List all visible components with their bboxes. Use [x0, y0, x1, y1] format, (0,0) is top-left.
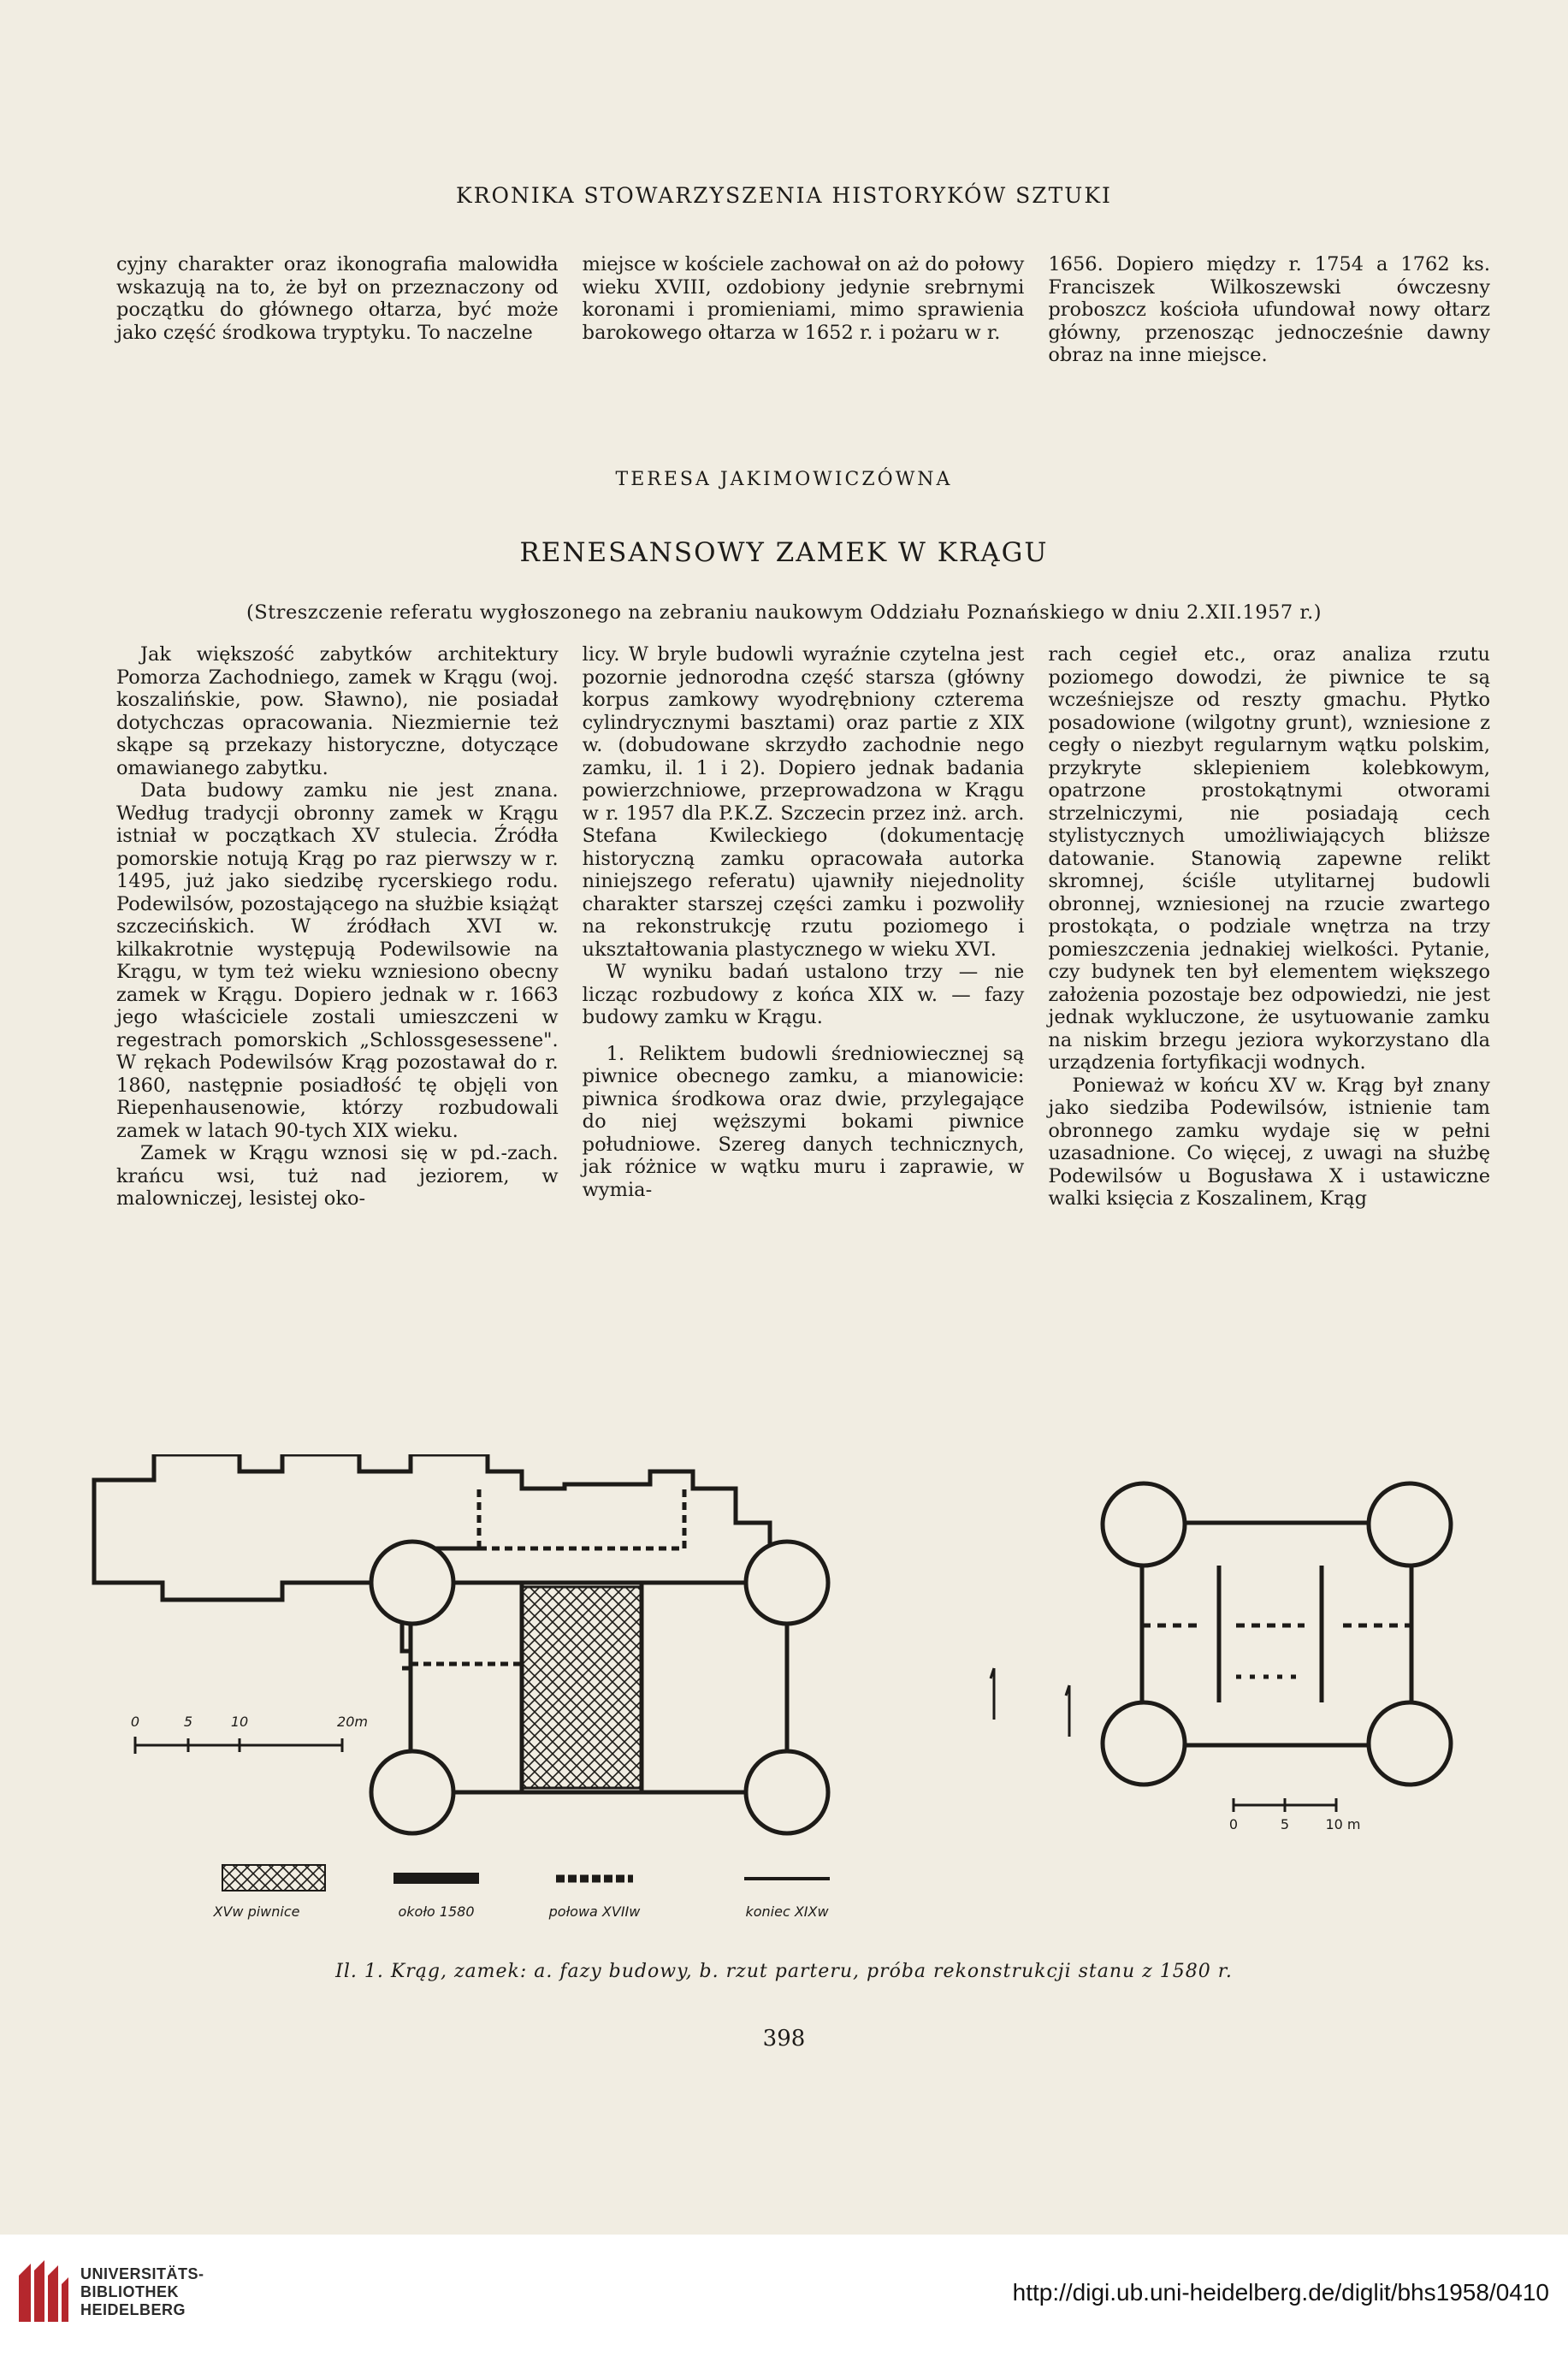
scale-bar-a [135, 1737, 342, 1754]
top-column-2: miejsce w kościele zachował on aż do połowy wieku XVIII, ozdobiony jedynie srebrnymi koronami i promieniami, mimo sprawienia barokowego ołtarza w 1652 r. i pożaru w r. [582, 253, 1025, 344]
library-name-line-3: HEIDELBERG [80, 2300, 186, 2318]
article-author: TERESA JAKIMOWICZÓWNA [615, 469, 953, 490]
library-logo[interactable] [15, 2258, 204, 2325]
paragraph: rach cegieł etc., oraz analiza rzutu poziomego dowodzi, że piwnice te są wcześniejsze od reszty gmachu. Płytko posadowione (wilgotny grunt), wzniesione z cegły o niezbyt regularnym wątku polskim, przykryte sklepieniem kolebkowym, opatrzone prostokątnymi otworami strzelniczymi, nie posiadają cech stylistycznych umożliwiających bliższe datowanie. Stanowią zapewne relikt skromnej, ściśle utylitarnej budowli obronnej, wzniesionej na rzucie zwartego prostokąta, o podziale wnętrza na trzy pomieszczenia jednakiej wielkości. Pytanie, czy budynek ten był elementem większego założenia pozostaje bez odpowiedzi, nie jest jednak wykluczone, że usytuowanie zamku na niskim brzegu jeziora wykorzystano dla urządzenia fortyfikacji wodnych. [1048, 643, 1491, 1074]
paragraph: Zamek w Krągu wznosi się w pd.-zach. krańcu wsi, tuż nad jeziorem, w malowniczej, lesistej oko- [116, 1142, 559, 1210]
library-name-line-1: UNIVERSITÄTS- [80, 2264, 204, 2282]
body-column-3 [1048, 643, 1490, 1211]
plan-b-reconstruction [1103, 1483, 1451, 1785]
body-column-2 [583, 643, 1025, 1211]
legend-label-2: połowa XVIIw [548, 1903, 641, 1920]
legend [222, 1865, 830, 1891]
paragraph: W wyniku badań ustalono trzy — nie licząc rozbudowy z końca XIX w. — fazy budowy zamku w Krągu. [582, 961, 1025, 1028]
top-column-3: 1656. Dopiero między r. 1754 a 1762 ks. Franciszek Wilkoszewski ówczesny proboszcz kościoła ufundował nowy ołtarz główny, przenosząc jednocześnie dawny obraz na inne miejsce. [1048, 253, 1491, 366]
legend-label-3: koniec XIXw [745, 1903, 829, 1920]
legend-label-1: około 1580 [398, 1903, 475, 1920]
paragraph: 1. Reliktem budowli średniowiecznej są piwnice obecnego zamku, a mianowicie: piwnica środkowa oraz dwie, przylegające do niej węższymi bokami piwnice południowe. Szereg danych technicznych, jak różnice w wątku muru i zaprawie, w wymia- [582, 1042, 1025, 1201]
paragraph: Data budowy zamku nie jest znana. Według tradycji obronny zamek w Krągu istniał w początkach XV stulecia. Źródła pomorskie notują Krąg po raz pierwszy w r. 1495, już jako siedzibę rycerskiego rodu. Podewilsów, pozostającego na służbie książąt szczecińskich. W źródłach XVI w. kilkakrotnie występują Podewilsowie na Krągu, w tym też wieku wzniesiono obecny zamek w Krągu. Dopiero jednak w r. 1663 jego właściciele zostali umieszczeni w regestrach pomorskich „Schlossgesessene". W rękach Podewilsów Krąg pozostawał do r. 1860, następnie posiadłość tę objęli von Riepenhausenowie, którzy rozbudowali zamek w latach 90-tych XIX wieku. [116, 779, 559, 1142]
scale-a-label-2: 10 [230, 1714, 249, 1730]
top-columns [116, 253, 1490, 367]
scale-b-label-2: 10 m [1325, 1816, 1361, 1832]
library-name-line-2: BIBLIOTHEK [80, 2282, 179, 2300]
legend-swatch-cellar [222, 1865, 325, 1891]
paragraph: licy. W bryle budowli wyraźnie czytelna jest pozornie jednorodna część starsza (główny korpus zamkowy wyodrębniony czterema cylindrycznymi basztami) oraz partie z XIX w. (dobudowane skrzydło zachodnie nego zamku, il. 1 i 2). Dopiero jednak badania powierzchniowe, przeprowadzona w Krągu w r. 1957 dla P.K.Z. Szczecin przez inż. arch. Stefana Kwileckiego (dokumentację historyczną zamku opracowała autorka niniejszego referatu) ujawniły niejednolity charakter starszej części zamku i pozwoliły na rekonstrukcję rzutu poziomego i ukształtowania plastycznego w wieku XVI. [582, 643, 1025, 961]
scale-a-label-0: 0 [130, 1714, 140, 1730]
article-summary: (Streszczenie referatu wygłoszonego na zebraniu naukowym Oddziału Poznańskiego w dniu 2.XII.1957 r.) [246, 601, 1322, 624]
legend-swatch-1580 [393, 1873, 479, 1884]
scale-b-label-1: 5 [1280, 1816, 1290, 1832]
page-number: 398 [762, 2026, 806, 2051]
scale-bar-b [1234, 1798, 1336, 1812]
body-columns [116, 643, 1490, 1211]
figure-caption: Il. 1. Krąg, zamek: a. fazy budowy, b. rzut parteru, próba rekonstrukcji stanu z 1580 r. [335, 1961, 1233, 1982]
scale-labels-a [131, 1714, 368, 1730]
viewer-footer [0, 2235, 1568, 2368]
paragraph: Jak większość zabytków architektury Pomorza Zachodniego, zamek w Krągu (woj. koszalińskie, pow. Sławno), nie posiadał dotychczas opracowania. Niezmiernie też skąpe są przekazy historyczne, dotyczące omawianego zabytku. [116, 643, 559, 779]
scale-a-label-1: 5 [183, 1714, 193, 1730]
figure-floor-plans [86, 1454, 1523, 1968]
body-column-1 [116, 643, 559, 1211]
floor-plans-drawing [86, 1454, 1523, 1968]
library-name [80, 2265, 204, 2319]
scale-labels-b [1229, 1816, 1361, 1832]
permalink-url[interactable]: http://digi.ub.uni-heidelberg.de/diglit/bhs1958/0410 [1012, 2279, 1549, 2306]
legend-label-0: XVw piwnice [213, 1903, 300, 1920]
running-head: KRONIKA STOWARZYSZENIA HISTORYKÓW SZTUKI [456, 183, 1112, 208]
north-arrow-icon [991, 1668, 1069, 1737]
article-title: RENESANSOWY ZAMEK W KRĄGU [519, 537, 1049, 568]
scale-b-label-0: 0 [1228, 1816, 1239, 1832]
plan-a-phases [94, 1454, 828, 1833]
top-column-1: cyjny charakter oraz ikonografia malowidła wskazują na to, że był on przeznaczony od początku do głównego ołtarza, być może jako część środkowa tryptyku. To naczelne [116, 253, 559, 344]
university-library-logo-icon [15, 2258, 70, 2325]
legend-labels [213, 1903, 830, 1920]
paragraph: Ponieważ w końcu XV w. Krąg był znany jako siedziba Podewilsów, istnienie tam obronnego zamku wydaje się w pełni uzasadnione. Co więcej, z uwagi na służbę Podewilsów u Bogusława X i ustawiczne walki księcia z Koszalinem, Krąg [1048, 1074, 1491, 1210]
scale-a-label-3: 20m [337, 1714, 368, 1730]
